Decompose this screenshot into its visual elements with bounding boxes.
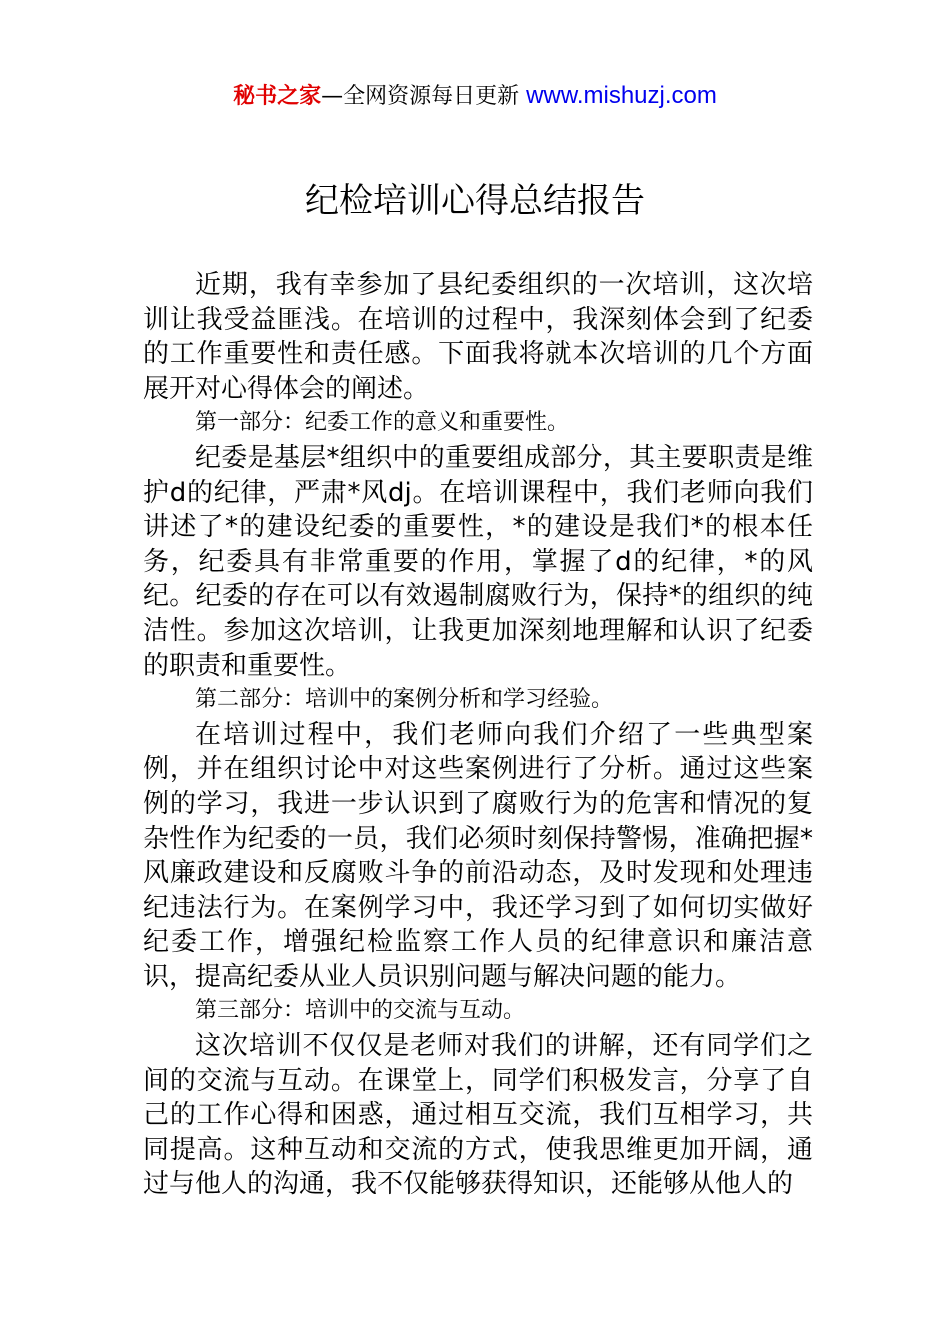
paragraph-section-3: 这次培训不仅仅是老师对我们的讲解，还有同学们之间的交流与互动。在课堂上，同学们积极发言，分享了自己的工作心得和困惑，通过相互交流，我们互相学习，共同提高。这种互动和交流的方式，使我思维更加开阔，通过与他人的沟通，我不仅能够获得知识，还能够从他人的 xyxy=(143,1031,813,1200)
site-header xyxy=(0,80,950,113)
brand-name: 秘书之家 xyxy=(233,84,322,109)
section-heading-1: 第一部分：纪委工作的意义和重要性。 xyxy=(195,410,570,436)
site-link[interactable]: www.mishuzj.com xyxy=(526,82,717,109)
section-heading-2: 第二部分：培训中的案例分析和学习经验。 xyxy=(195,687,614,713)
paragraph-section-2: 在培训过程中，我们老师向我们介绍了一些典型案例，并在组织讨论中对这些案例进行了分析。通过这些案例的学习，我进一步认识到了腐败行为的危害和情况的复杂性作为纪委的一员，我们必须时刻保持警惕，准确把握*风廉政建设和反腐败斗争的前沿动态，及时发现和处理违纪违法行为。在案例学习中，我还学习到了如何切实做好纪委工作，增强纪检监察工作人员的纪律意识和廉洁意识，提高纪委从业人员识别问题与解决问题的能力。 xyxy=(143,719,813,992)
header-slogan: —全网资源每日更新 xyxy=(321,84,527,109)
paragraph-section-1: 纪委是基层*组织中的重要组成部分，其主要职责是维护d的纪律，严肃*风dj。在培训课程中，我们老师向我们讲述了*的建设纪委的重要性，*的建设是我们*的根本任务，纪委具有非常重要的作用，掌握了d的纪律，*的风纪。纪委的存在可以有效遏制腐败行为，保持*的组织的纯洁性。参加这次培训，让我更加深刻地理解和认识了纪委的职责和重要性。 xyxy=(143,442,813,681)
paragraph-intro: 近期，我有幸参加了县纪委组织的一次培训，这次培训让我受益匪浅。在培训的过程中，我深刻体会到了纪委的工作重要性和责任感。下面我将就本次培训的几个方面展开对心得体会的阐述。 xyxy=(143,270,813,404)
section-heading-3: 第三部分：培训中的交流与互动。 xyxy=(195,998,526,1024)
document-body xyxy=(143,268,813,1202)
document-title: 纪检培训心得总结报告 xyxy=(305,181,645,221)
